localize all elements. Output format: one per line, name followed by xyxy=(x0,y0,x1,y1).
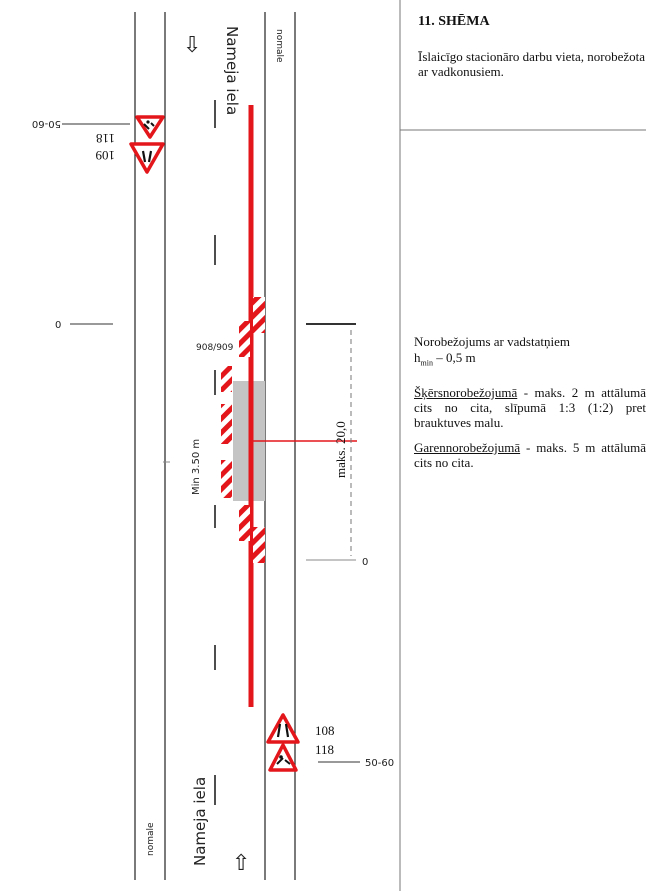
zero-label-left: 0 xyxy=(55,320,62,331)
distance-label-right: 50-60 xyxy=(365,758,395,769)
zero-label-right: 0 xyxy=(362,557,369,568)
legend xyxy=(414,334,646,480)
shoulder-label-top: nomale xyxy=(274,29,284,63)
arrow-up-icon: ⇧ xyxy=(232,851,251,876)
max-length-label: maks. 20,0 xyxy=(333,421,348,478)
scheme-subtitle: Īslaicīgo stacionāro darbu vieta, norobežota ar vadkonusiem. xyxy=(418,49,646,79)
barrier-board xyxy=(221,366,232,392)
legend-longitudinal-term: Garennorobežojumā xyxy=(414,439,521,455)
barrier-board xyxy=(239,321,250,357)
legend-hmin xyxy=(414,350,646,371)
sign-118-rot-label: 118 xyxy=(95,131,115,146)
sign-108-label: 108 xyxy=(315,723,335,738)
sign-109-rotated xyxy=(131,144,163,172)
hmin-prefix: h xyxy=(414,350,421,365)
legend-transverse-term: Šķērsnorobežojumā xyxy=(414,384,518,400)
street-name-top: Nameja iela xyxy=(223,26,241,116)
hmin-sub: min xyxy=(420,358,433,368)
legend-barrier-line: Norobežojums ar vadstatņiem xyxy=(414,334,570,349)
arrow-down-icon: ⇩ xyxy=(183,33,202,58)
sign-118-label: 118 xyxy=(315,742,335,757)
shoulder-label-bottom: nomale xyxy=(146,822,156,856)
legend-longitudinal-text: - maks. 5 m attālumā cits no cita. xyxy=(414,439,646,470)
barrier-board xyxy=(253,527,265,563)
barrier-board xyxy=(221,404,232,444)
sign-108 xyxy=(268,715,298,742)
min-width-label: Min 3.50 m xyxy=(191,438,202,495)
scheme-title: 11. SHĒMA xyxy=(418,14,490,29)
hmin-suffix: – 0,5 m xyxy=(432,350,476,365)
sign-109-rot-label: 109 xyxy=(95,148,115,163)
sign-118 xyxy=(270,745,296,770)
sign-908-909-label: 908/909 xyxy=(196,343,234,353)
legend-longitudinal xyxy=(414,440,646,470)
barrier-board xyxy=(221,460,232,498)
distance-label-left: 50-60 xyxy=(31,118,61,129)
legend-transverse xyxy=(414,385,646,430)
sign-118-rotated xyxy=(137,117,163,137)
legend-transverse-text: - maks. 2 m attālumā cits no cita, slīpumā 1:3 (1:2) pret brauktuves malu. xyxy=(414,384,646,430)
barrier-board xyxy=(253,297,265,333)
barrier-board xyxy=(239,505,250,541)
street-name-bottom: Nameja iela xyxy=(191,776,209,866)
